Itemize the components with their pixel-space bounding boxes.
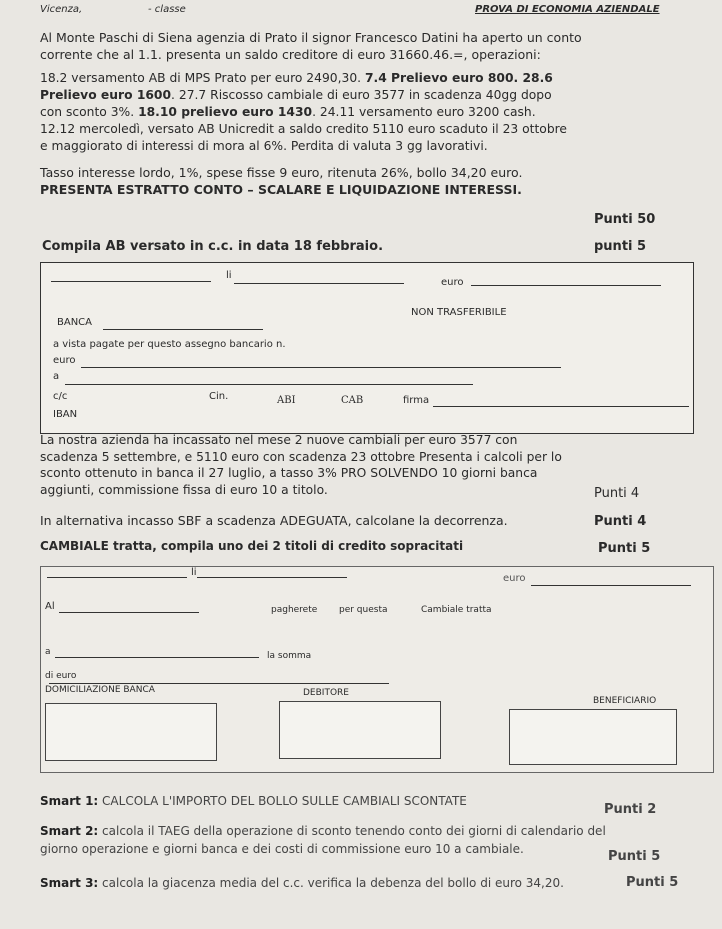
cambiale-li-label: li	[191, 567, 197, 578]
tasso-text: Tasso interesse lordo, 1%, spese fisse 9 euro, ritenuta 26%, bollo 34,20 euro. PRESENTA ESTRATTO CONTO – SCALARE E LIQUIDAZIONE INTERESSI.	[40, 165, 523, 197]
alternativa-punti: Punti 4	[594, 514, 647, 529]
cambiale-euro-label: euro	[503, 573, 526, 584]
assegno-beneficiario-field[interactable]	[65, 384, 473, 385]
beneficiario-label: BENEFICIARIO	[593, 696, 657, 706]
smart-2: Smart 2: calcola il TAEG della operazione di sconto tenendo conto dei giorni di calendario del giorno operazione e giorni banca e dei costi di commissione euro 10 a cambiale.	[40, 824, 606, 856]
header-exam-title: PROVA DI ECONOMIA AZIENDALE	[475, 4, 660, 15]
compila-ab-title: Compila AB versato in c.c. in data 18 febbraio.	[42, 239, 384, 254]
cambiale-date-field[interactable]	[197, 577, 347, 578]
domiciliazione-label: DOMICILIAZIONE BANCA	[45, 685, 155, 695]
beneficiario-box[interactable]	[509, 709, 677, 765]
smart-3-punti: Punti 5	[626, 875, 679, 890]
assegno-a-label: a	[53, 371, 60, 382]
cambiale-tratta-label: Cambiale tratta	[421, 605, 492, 615]
cambiale-form	[40, 566, 714, 773]
assegno-euro-lettere-field[interactable]	[81, 367, 561, 368]
compila-ab-punti: punti 5	[594, 239, 647, 254]
per-questa-label: per questa	[339, 605, 388, 615]
assegno-amount-field[interactable]	[471, 285, 661, 286]
cambiale-al-label: Al	[45, 601, 55, 612]
assegno-euro2-label: euro	[53, 355, 76, 366]
cc-label: c/c	[53, 391, 68, 402]
smart-1-punti: Punti 2	[604, 802, 657, 817]
incasso-text: La nostra azienda ha incassato nel mese 2 nuove cambiali per euro 3577 con scadenza 5 settembre, e 5110 euro con scadenza 23 ottobre Presenta i calcoli per lo sconto ottenuto in banca il 27 luglio, a tasso 3% PRO SOLVENDO 10 giorni banca aggiunti, commissione fissa di euro 10 a titolo.	[40, 433, 562, 497]
cambiale-a-label: a	[45, 647, 51, 657]
cambiale-amount-field[interactable]	[531, 585, 691, 586]
header-class: - classe	[148, 4, 186, 15]
cambiale-di-euro-field[interactable]	[49, 683, 389, 684]
header-city: Vicenza,	[40, 4, 83, 15]
la-somma-label: la somma	[267, 651, 312, 661]
debitore-label: DEBITORE	[303, 688, 349, 698]
smart-1: Smart 1: CALCOLA L'IMPORTO DEL BOLLO SULLE CAMBIALI SCONTATE	[40, 794, 467, 808]
domiciliazione-box[interactable]	[45, 703, 217, 761]
debitore-box[interactable]	[279, 701, 441, 759]
cambiale-punti: Punti 5	[598, 541, 651, 556]
firma-label: firma	[403, 395, 430, 406]
operations-text: 18.2 versamento AB di MPS Prato per euro 2490,30. 7.4 Prelievo euro 800. 28.6 Prelievo euro 1600. 27.7 Riscosso cambiale di euro 3577 in scadenza 40gg dopo con sconto 3%. 18.10 prelievo euro 1430. 24.11 versamento euro 3200 cash. 12.12 mercoledì, versato AB Unicredit a saldo credito 5110 euro scaduto il 23 ottobre e maggiorato di interessi di mora al 6%. Perdita di valuta 3 gg lavorativi.	[40, 71, 567, 153]
assegno-date-field[interactable]	[234, 283, 404, 284]
vista-label: a vista pagate per questo assegno bancario n.	[53, 339, 286, 350]
pagherete-label: pagherete	[271, 605, 318, 615]
assegno-form	[40, 262, 694, 434]
cambiale-beneficiario-field[interactable]	[55, 657, 259, 658]
incasso-punti: Punti 4	[594, 486, 640, 501]
abi-label: ABI	[277, 395, 296, 406]
cambiale-title: CAMBIALE tratta, compila uno dei 2 titoli di credito sopracitati	[40, 539, 464, 553]
cab-label: CAB	[341, 395, 364, 406]
non-trasferibile-label: NON TRASFERIBILE	[411, 307, 507, 318]
punti-50: Punti 50	[594, 212, 656, 227]
cin-label: Cin.	[209, 391, 229, 402]
banca-field[interactable]	[103, 329, 263, 330]
iban-label: IBAN	[53, 409, 78, 420]
assegno-li-label: li	[226, 270, 232, 281]
di-euro-label: di euro	[45, 671, 77, 681]
firma-field[interactable]	[433, 406, 689, 407]
alternativa-text: In alternativa incasso SBF a scadenza ADEGUATA, calcolane la decorrenza.	[40, 513, 508, 528]
cambiale-scadenza-field[interactable]	[59, 612, 199, 613]
banca-label: BANCA	[57, 317, 93, 328]
smart-3: Smart 3: calcola la giacenza media del c.c. verifica la debenza del bollo di euro 34,20.	[40, 876, 564, 890]
assegno-euro-label: euro	[441, 277, 464, 288]
smart-2-punti: Punti 5	[608, 849, 661, 864]
intro-text: Al Monte Paschi di Siena agenzia di Prato il signor Francesco Datini ha aperto un conto corrente che al 1.1. presenta un saldo creditore di euro 31660.46.=, operazioni:	[40, 30, 582, 62]
